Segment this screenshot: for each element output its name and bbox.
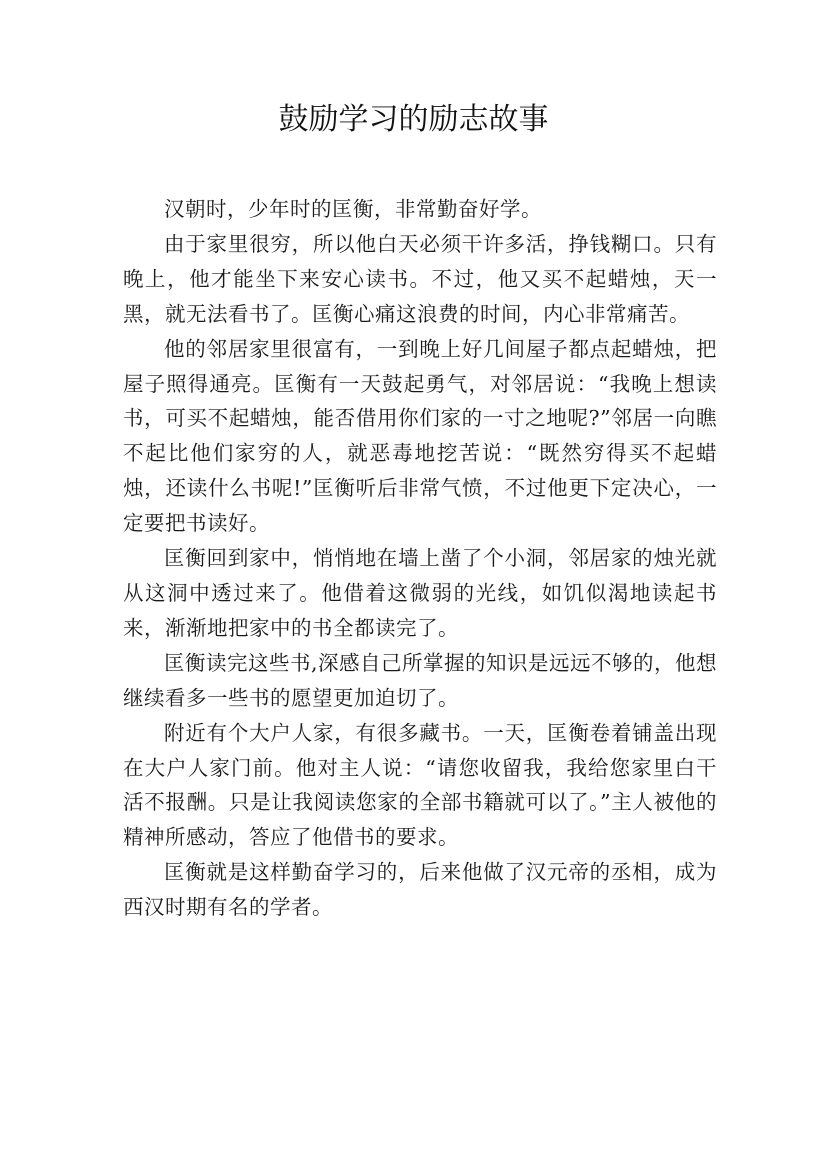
paragraph: 附近有个大户人家，有很多藏书。一天，匡衡卷着铺盖出现在大户人家门前。他对主人说：“请您收留我，我给您家里白干活不报酬。只是让我阅读您家的全部书籍就可以了。”主人被他的精神所感动，答应了他借书的要求。 xyxy=(123,720,717,850)
paragraph: 他的邻居家里很富有，一到晚上好几间屋子都点起蜡烛，把屋子照得通亮。匡衡有一天鼓起勇气，对邻居说：“我晚上想读书，可买不起蜡烛，能否借用你们家的一寸之地呢?”邻居一向瞧不起比他们家穷的人，就恶毒地挖苦说：“既然穷得买不起蜡烛，还读什么书呢!”匡衡听后非常气愤，不过他更下定决心，一定要把书读好。 xyxy=(123,336,717,536)
document-title: 鼓励学习的励志故事 xyxy=(278,102,549,137)
paragraph: 匡衡读完这些书,深感自己所掌握的知识是远远不够的，他想继续看多一些书的愿望更加迫切了。 xyxy=(123,650,718,710)
paragraph: 由于家里很穷，所以他白天必须干许多活，挣钱糊口。只有晚上，他才能坐下来安心读书。不过，他又买不起蜡烛，天一黑，就无法看书了。匡衡心痛这浪费的时间，内心非常痛苦。 xyxy=(123,231,717,326)
paragraph: 匡衡回到家中，悄悄地在墙上凿了个小洞，邻居家的烛光就从这洞中透过来了。他借着这微弱的光线，如饥似渴地读起书来，渐渐地把家中的书全都读完了。 xyxy=(123,546,717,640)
document-body xyxy=(123,192,717,925)
paragraph: 汉朝时，少年时的匡衡，非常勤奋好学。 xyxy=(164,197,542,221)
paragraph: 匡衡就是这样勤奋学习的，后来他做了汉元帝的丞相，成为西汉时期有名的学者。 xyxy=(123,860,717,920)
